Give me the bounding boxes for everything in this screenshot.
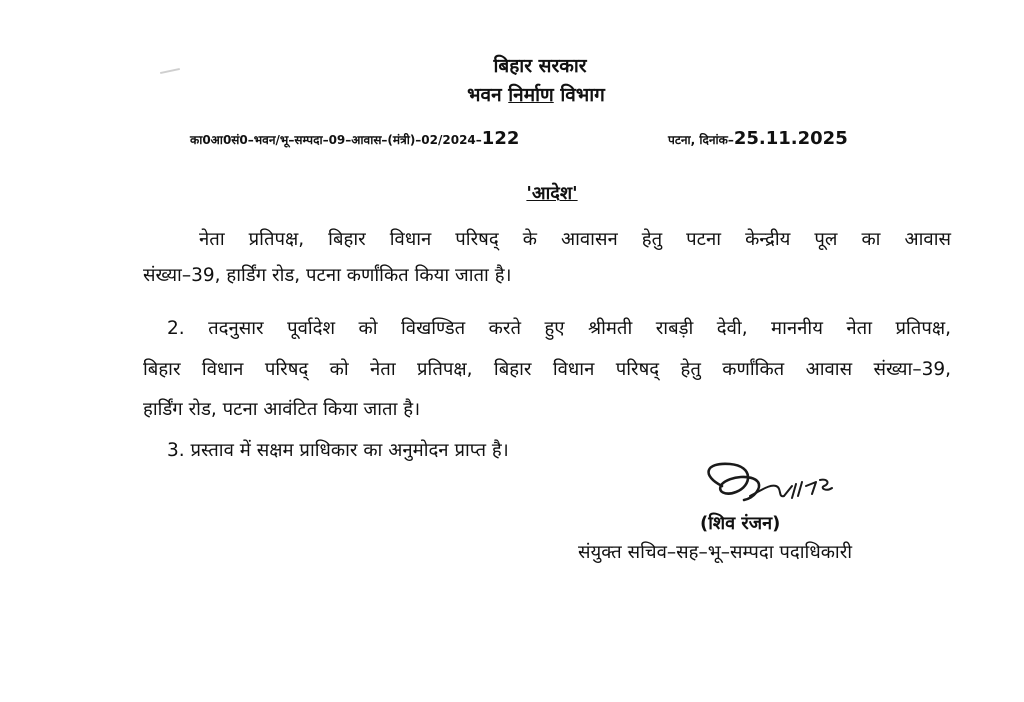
paragraph-2-line-3: हार्डिंग रोड, पटना आवंटित किया जाता है। xyxy=(143,399,421,420)
signatory-designation: संयुक्त सचिव–सह–भू–सम्पदा पदाधिकारी xyxy=(578,542,853,563)
reference-serial: 122 xyxy=(481,128,520,149)
paragraph-3-line-1: 3. प्रस्ताव में सक्षम प्राधिकार का अनुमोदन प्राप्त है। xyxy=(167,440,509,461)
paragraph-1-line-1: नेता प्रतिपक्ष, बिहार विधान परिषद् के आवासन हेतु पटना केन्द्रीय पूल का आवास xyxy=(199,229,951,250)
department-prefix: भवन xyxy=(467,84,509,106)
paragraph-2-line-2: बिहार विधान परिषद् को नेता प्रतिपक्ष, बिहार विधान परिषद् हेतु कर्णांकित आवास संख्या–39, xyxy=(143,359,951,380)
signatory-name: (शिव रंजन) xyxy=(700,513,781,534)
date-line xyxy=(668,128,848,149)
reference-prefix: का0आ0सं0–भवन/भू–सम्पदा–09–आवास–(मंत्री)–02/2024– xyxy=(190,133,482,147)
paragraph-1-line-2: संख्या–39, हार्डिंग रोड, पटना कर्णांकित किया जाता है। xyxy=(143,265,512,286)
handwritten-signature xyxy=(692,456,842,516)
paragraph-2-line-1: 2. तदनुसार पूर्वादेश को विखण्डित करते हुए श्रीमती राबड़ी देवी, माननीय नेता प्रतिपक्ष, xyxy=(167,318,951,339)
department-heading xyxy=(24,81,1024,107)
order-title: 'आदेश' xyxy=(526,183,578,204)
date-prefix: पटना, दिनांक– xyxy=(668,133,734,147)
government-heading: बिहार सरकार xyxy=(493,55,587,77)
reference-number xyxy=(190,128,519,149)
department-suffix: विभाग xyxy=(553,84,605,106)
date-value: 25.11.2025 xyxy=(733,128,848,149)
department-underlined: निर्माण xyxy=(508,84,554,106)
